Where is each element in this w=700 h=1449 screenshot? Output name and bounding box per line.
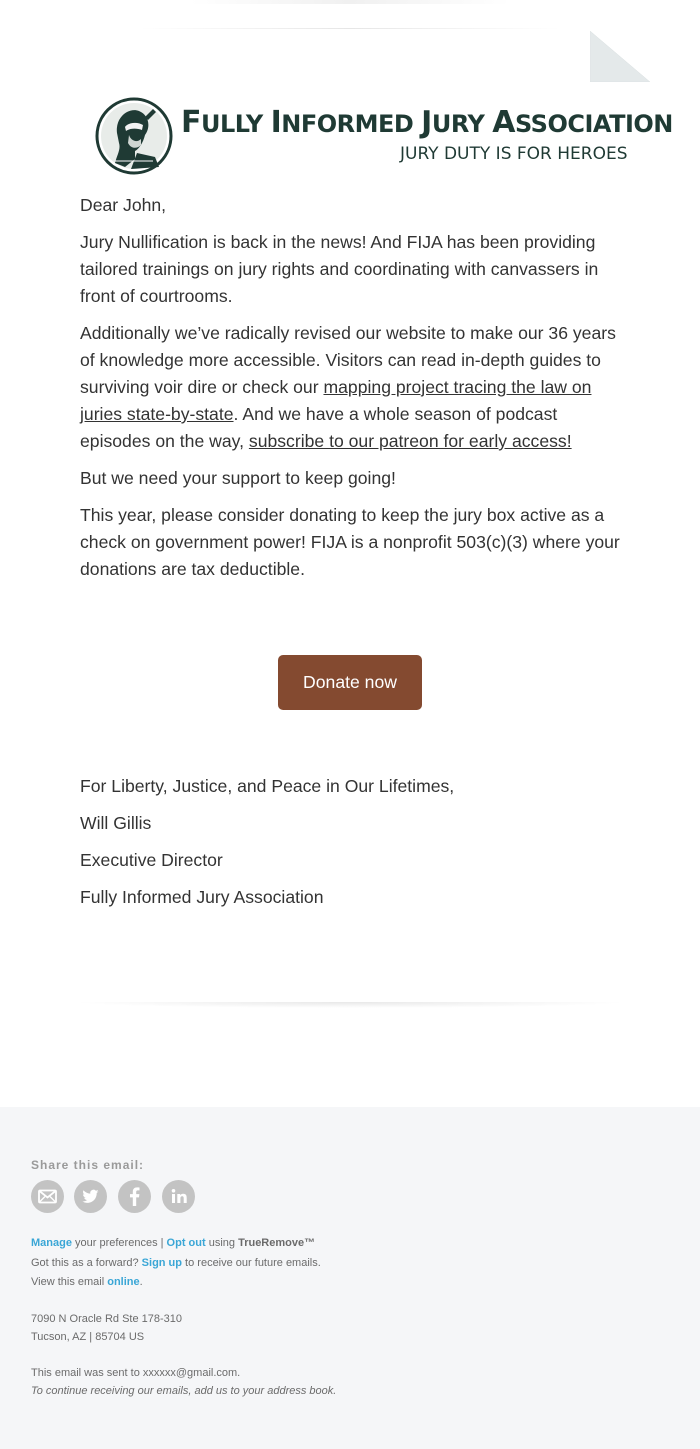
logo-title: FULLY INFORMED JURY ASSOCIATION [181, 105, 673, 140]
page-curl-decoration [590, 31, 650, 82]
content-bottom-divider [70, 1002, 630, 1008]
footer-links [31, 1234, 671, 1293]
sign-up-link[interactable]: Sign up [141, 1256, 182, 1269]
donate-now-button[interactable]: Donate now [278, 655, 422, 710]
paragraph-news: Jury Nullification is back in the news! And FIJA has been providing tailored trainings on jury rights and coordinating with canvassers in front of courtrooms. [80, 232, 599, 306]
closing-line: For Liberty, Justice, and Peace in Our Lifetimes, [80, 776, 455, 796]
email-footer [0, 1107, 700, 1449]
address-line-2: Tucson, AZ | 85704 US [31, 1330, 145, 1343]
paragraph-donate-appeal: This year, please consider donating to keep the jury box active as a check on government power! FIJA is a nonprofit 503(c)(3) where your donations are tax deductible. [80, 505, 620, 579]
signer-name: Will Gillis [80, 813, 152, 833]
opt-out-link[interactable]: Opt out [166, 1237, 206, 1249]
share-label: Share this email: [31, 1158, 145, 1172]
patreon-subscribe-link[interactable]: subscribe to our patreon for early access! [248, 431, 572, 451]
donate-cta [278, 655, 422, 710]
email-icon[interactable] [31, 1180, 64, 1213]
logo-tagline: JURY DUTY IS FOR HEROES [400, 144, 628, 164]
forward-line: Got this as a forward? Sign up to receive our future emails. [31, 1256, 321, 1269]
view-online-line: View this email online. [31, 1276, 143, 1288]
greeting: Dear John, [80, 195, 167, 215]
view-online-link[interactable]: online [107, 1276, 140, 1288]
manage-preferences-link[interactable]: Manage [31, 1237, 72, 1249]
top-shadow [190, 0, 510, 4]
signoff [80, 773, 625, 921]
linkedin-icon[interactable] [162, 1180, 195, 1213]
paragraph-website: Additionally we’ve radically revised our website to make our 36 years of knowledge more accessible. Visitors can read in-depth guides to surviving voir dire or check our mapping project tracing the law on juries state-by-state. And we have a whole season of podcast episodes on the way, subscribe to our patreon for early access! [80, 323, 616, 451]
signer-title: Executive Director [80, 850, 223, 870]
address-book-note: To continue receiving our emails, add us to your address book. [31, 1384, 337, 1397]
letter-body [80, 192, 625, 593]
lady-justice-logo-icon [95, 97, 173, 175]
preferences-line: Manage your preferences | Opt out using TrueRemove™ [31, 1237, 316, 1249]
mapping-project-link[interactable]: mapping project tracing the law on juries state-by-state [80, 377, 592, 424]
paragraph-support: But we need your support to keep going! [80, 468, 396, 488]
sent-to-notice [31, 1365, 671, 1400]
top-divider [140, 28, 560, 29]
address-line-1: 7090 N Oracle Rd Ste 178-310 [31, 1313, 183, 1325]
recipient-email[interactable]: xxxxxx@gmail.com [142, 1367, 238, 1379]
header-logo[interactable] [95, 96, 673, 176]
signer-organization: Fully Informed Jury Association [80, 887, 324, 907]
facebook-icon[interactable] [118, 1180, 151, 1213]
sent-to-line: This email was sent to xxxxxx@gmail.com. [31, 1367, 241, 1379]
twitter-icon[interactable] [74, 1180, 107, 1213]
mailing-address [31, 1311, 182, 1346]
trueremove-brand: TrueRemove™ [238, 1237, 316, 1249]
